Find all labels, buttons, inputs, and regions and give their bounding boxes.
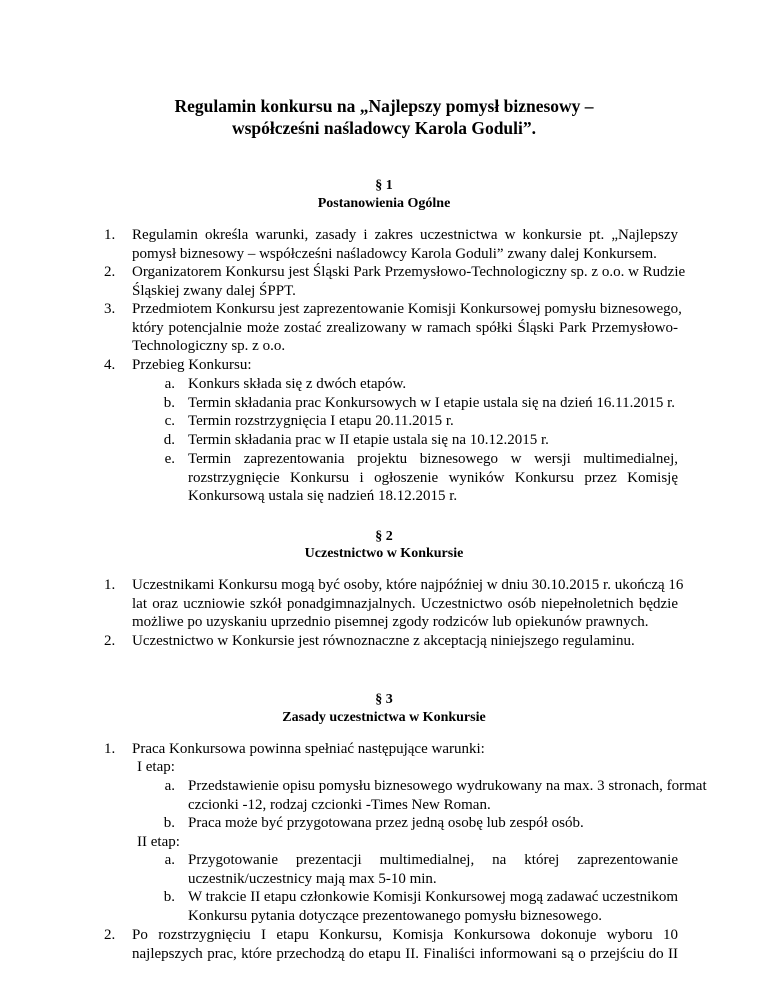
document-title xyxy=(0,95,768,139)
section-2-number: § 2 xyxy=(375,529,393,544)
section-3-heading: Zasady uczestnictwa w Konkursie xyxy=(282,710,486,725)
section-2-heading: Uczestnictwo w Konkursie xyxy=(304,546,464,561)
section-1-heading: Postanowienia Ogólne xyxy=(317,196,451,211)
stage-2-label: II etap: xyxy=(137,834,180,850)
title-line-1: Regulamin konkursu na „Najlepszy pomysł biznesowy – xyxy=(174,96,594,116)
section-1-number: § 1 xyxy=(375,178,393,193)
section-3-number: § 3 xyxy=(375,692,393,707)
stage-1-label: I etap: xyxy=(137,759,175,775)
document-page: Regulamin konkursu na „Najlepszy pomysł biznesowy – współcześni naśladowcy Karola Goduli”. § 1 Postanowienia Ogólne 1. Regulamin określa warunki, zasady i zakres uczestnictwa w konkursie pt. „Najlepszy pomysł biznesowy – współcześni naśladowcy Karola Goduli” zwany dalej Konkursem. 2. Organizatorem Konkursu jest Śląski Park Przemysłowo-Technologiczny sp. z o.o. w Rudzie Śląskiej zwany dalej ŚPPT. 3. Przedmiotem Konkursu jest zaprezentowanie Komisji Konkursowej pomysłu biznesowego, który potencjalnie może zostać zrealizowany w ramach spółki Śląski Park Przemysłowo- Technologiczny sp. z o.o. 4. Przebieg Konkursu: a. Konkurs składa się z dwóch etapów. b. Termin składania prac Konkursowych w I etapie ustala się na dzień 16.11.2015 r. c. Termin rozstrzygnięcia I etapu 20.11.2015 r. d. Termin składania prac w II etapie ustala się na 10.12.2015 r. e. Termin zaprezentowania projektu biznesowego w wersji multimedialnej, rozstrzygnięcie Konkursu i ogłoszenie wyników Konkursu przez Komisję Konkursową ustala się nadzień 18.12.2015 r. § 2 Uczestnictwo w Konkursie 1. Uczestnikami Konkursu mogą być osoby, które najpóźniej w dniu 30.10.2015 r. ukończą 16 lat oraz uczniowie szkół ponadgimnazjalnych. Uczestnictwo osób niepełnoletnich będzie możliwe po uzyskaniu uprzednio pisemnej zgody rodziców lub opiekunów prawnych. 2. Uczestnictwo w Konkursie jest równoznaczne z akceptacją niniejszego regulaminu. § 3 Zasady uczestnictwa w Konkursie 1. Praca Konkursowa powinna spełniać następujące warunki: I etap: a. Przedstawienie opisu pomysłu biznesowego wydrukowany na max. 3 stronach, format czcionki -12, rodzaj czcionki -Times New Roman. b. Praca może być przygotowana przez jedną osobę lub zespół osób. II etap: a. Przygotowanie prezentacji multimedialnej, na której zaprezentowanie uczestnik/uczestnicy mają max 5-10 min. b. W trakcie II etapu członkowie Komisji Konkursowej mogą zadawać uczestnikom Konkursu pytania dotyczące prezentowanego pomysłu biznesowego. 2. Po rozstrzygnięciu I etapu Konkursu, Komisja Konkursowa dokonuje wyboru 10 najlepszych prac, które przechodzą do etapu II. Finaliści informowani są o przejściu do II xyxy=(0,0,768,994)
title-line-2: współcześni naśladowcy Karola Goduli”. xyxy=(231,118,537,138)
